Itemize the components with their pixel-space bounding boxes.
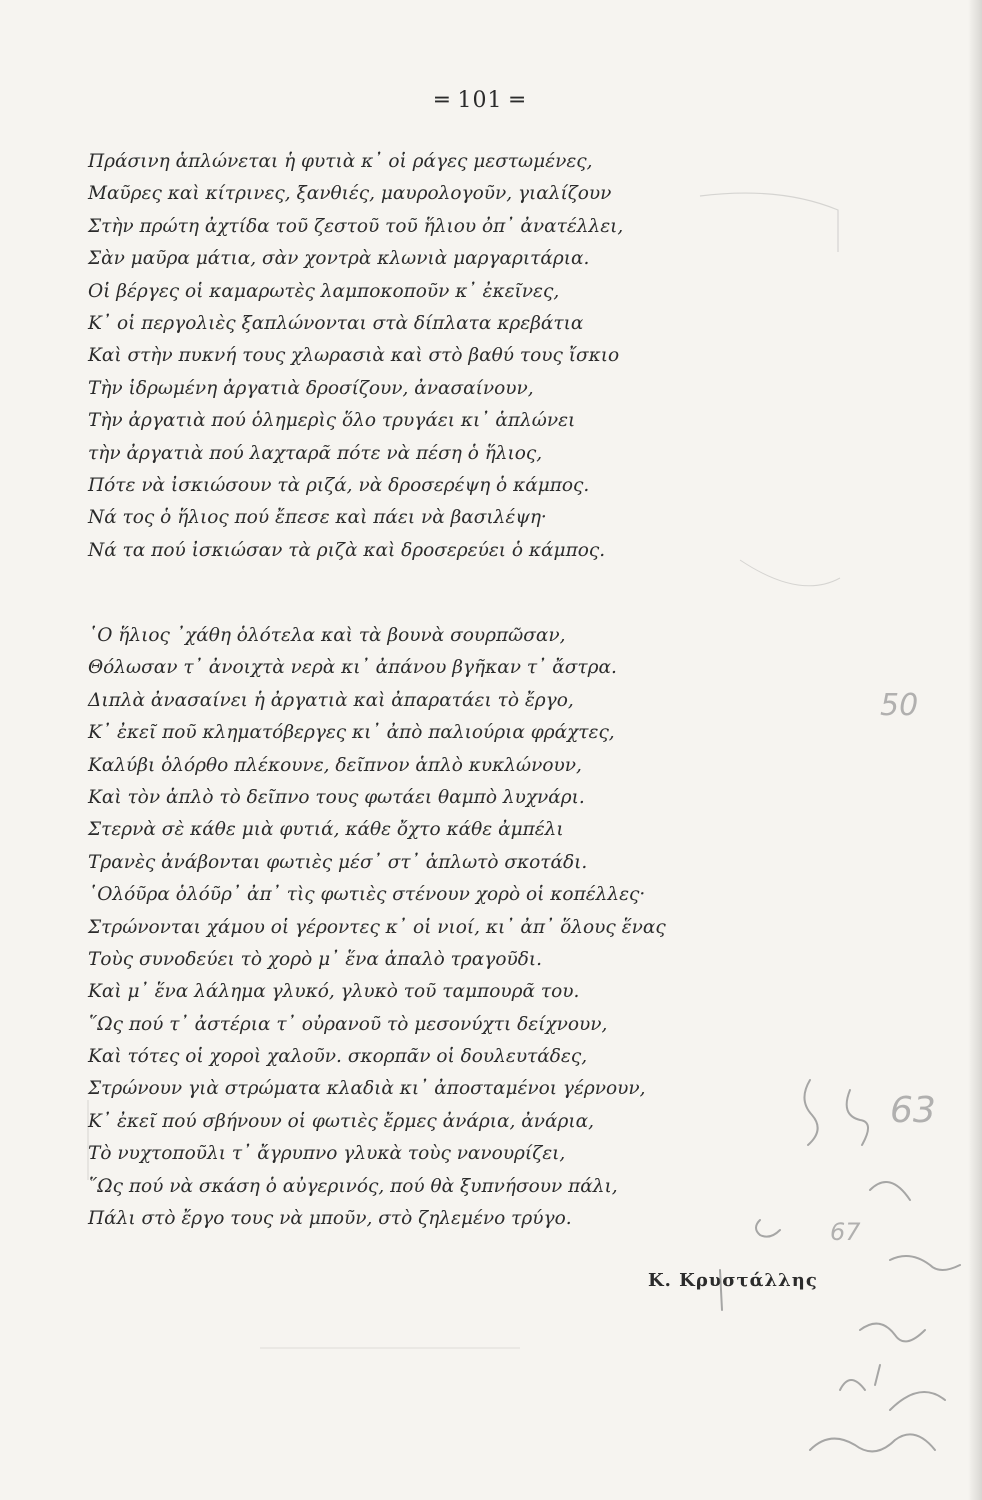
poem-line: ῞Ως πού τ᾽ ἀστέρια τ᾽ οὐρανοῦ τὸ μεσονύχτι δείχνουν,: [88, 1013, 608, 1035]
poem-line: Πράσινη ἁπλώνεται ἡ φυτιὰ κ᾽ οἱ ράγες μεστωμένες,: [88, 151, 593, 172]
poem-line: Καὶ μ᾽ ἕνα λάλημα γλυκό, γλυκὸ τοῦ ταμπουρᾶ του.: [88, 981, 580, 1003]
poem-line: Στὴν πρώτη ἀχτίδα τοῦ ζεστοῦ τοῦ ἥλιου ὀπ᾽ ἀνατέλλει,: [88, 215, 624, 237]
poem-line: Πάλι στὸ ἔργο τους νὰ μποῦν, στὸ ζηλεμένο τρύγο.: [88, 1208, 572, 1230]
poem-line: Στρώνονται χάμου οἱ γέροντες κ᾽ οἱ νιοί, κι᾽ ἀπ᾽ ὅλους ἕνας: [88, 916, 666, 938]
poem-line: Νά τα πού ἰσκιώσαν τὰ ριζὰ καὶ δροσερεύει ὁ κάμπος.: [88, 539, 606, 561]
poem-line: Διπλὰ ἀνασαίνει ἡ ἀργατιὰ καὶ ἀπαρατάει τὸ ἔργο,: [88, 689, 574, 711]
poem-line: Πότε νὰ ἰσκιώσουν τὰ ριζά, νὰ δροσερέψη ὁ κάμπος.: [88, 474, 590, 496]
poem-line: Καὶ τότες οἱ χοροὶ χαλοῦν. σκορπᾶν οἱ δουλευτάδες,: [88, 1046, 588, 1068]
poem-line: Τὸ νυχτοποῦλι τ᾽ ἄγρυπνο γλυκὰ τοὺς νανουρίζει,: [88, 1143, 566, 1165]
poem-line: Τὴν ἀργατιὰ πού ὁλημερὶς ὅλο τρυγάει κι᾽ ἁπλώνει: [88, 410, 576, 432]
handwritten-note: 50: [880, 688, 919, 723]
poem-line: Νά τος ὁ ἥλιος πού ἔπεσε καὶ πάει νὰ βασιλέψη·: [88, 507, 547, 529]
poem-line: Κ᾽ ἐκεῖ ποῦ κληματόβεργες κι᾽ ἀπὸ παλιούρια φράχτες,: [88, 722, 615, 744]
poem-line: Σὰν μαῦρα μάτια, σὰν χοντρὰ κλωνιὰ μαργαριτάρια.: [88, 248, 590, 270]
page-number: ═ 101 ═: [435, 88, 525, 113]
poem-line: Καὶ τὸν ἁπλὸ τὸ δεῖπνο τους φωτάει θαμπὸ λυχνάρι.: [88, 786, 585, 808]
poem-line: Κ᾽ ἐκεῖ πού σβήνουν οἱ φωτιὲς ἔρμες ἀνάρια, ἀνάρια,: [88, 1110, 594, 1132]
author-signature: Κ. Κρυστάλλης: [648, 1270, 818, 1291]
handwritten-pencil-marks: [690, 1060, 982, 1500]
handwritten-note: 67: [830, 1218, 861, 1246]
poem-line: Καλύβι ὁλόρθο πλέκουνε, δεῖπνον ἁπλὸ κυκλώνουν,: [88, 754, 582, 776]
poem-line: Στρώνουν γιὰ στρώματα κλαδιὰ κι᾽ ἀποσταμένοι γέρνουν,: [88, 1078, 646, 1100]
poem-line: ῾Ο ἥλιος ᾽χάθη ὁλότελα καὶ τὰ βουνὰ σουρπῶσαν,: [88, 625, 566, 646]
poem-line: τὴν ἀργατιὰ πού λαχταρᾶ πότε νὰ πέση ὁ ἥλιος,: [88, 442, 543, 464]
poem-line: ῾Ολόῦρα ὁλόῦρ᾽ ἀπ᾽ τὶς φωτιὲς στένουν χορὸ οἱ κοπέλλες·: [88, 884, 646, 906]
page-edge-shadow: [968, 0, 982, 1500]
poem-line: Θόλωσαν τ᾽ ἀνοιχτὰ νερὰ κι᾽ ἀπάνου βγῆκαν τ᾽ ἄστρα.: [88, 657, 617, 679]
poem-line: Καὶ στὴν πυκνή τους χλωρασιὰ καὶ στὸ βαθύ τους ἴσκιο: [88, 345, 620, 367]
poem-line: ῞Ως πού νὰ σκάση ὁ αὐγερινός, πού θὰ ξυπνήσουν πάλι,: [88, 1175, 618, 1197]
poem-line: Μαῦρες καὶ κίτρινες, ξανθιές, μαυρολογοῦν, γιαλίζουν: [88, 183, 612, 205]
handwritten-note: 63: [890, 1090, 936, 1131]
poem-line: Τρανὲς ἀνάβονται φωτιὲς μέσ᾽ στ᾽ ἁπλωτὸ σκοτάδι.: [88, 851, 588, 873]
poem-line: Κ᾽ οἱ περγολιὲς ξαπλώνονται στὰ δίπλατα κρεβάτια: [88, 312, 584, 334]
poem-line: Τὴν ἱδρωμένη ἀργατιὰ δροσίζουν, ἀνασαίνουν,: [88, 377, 534, 399]
poem-stanza-1: [88, 146, 848, 567]
poem-line: Τοὺς συνοδεύει τὸ χορὸ μ᾽ ἕνα ἁπαλὸ τραγοῦδι.: [88, 948, 542, 970]
poem-line: Οἱ βέργες οἱ καμαρωτὲς λαμποκοποῦν κ᾽ ἐκεῖνες,: [88, 280, 560, 302]
poem-line: Στερνὰ σὲ κάθε μιὰ φυτιά, κάθε ὄχτο κάθε ἀμπέλι: [88, 819, 564, 841]
